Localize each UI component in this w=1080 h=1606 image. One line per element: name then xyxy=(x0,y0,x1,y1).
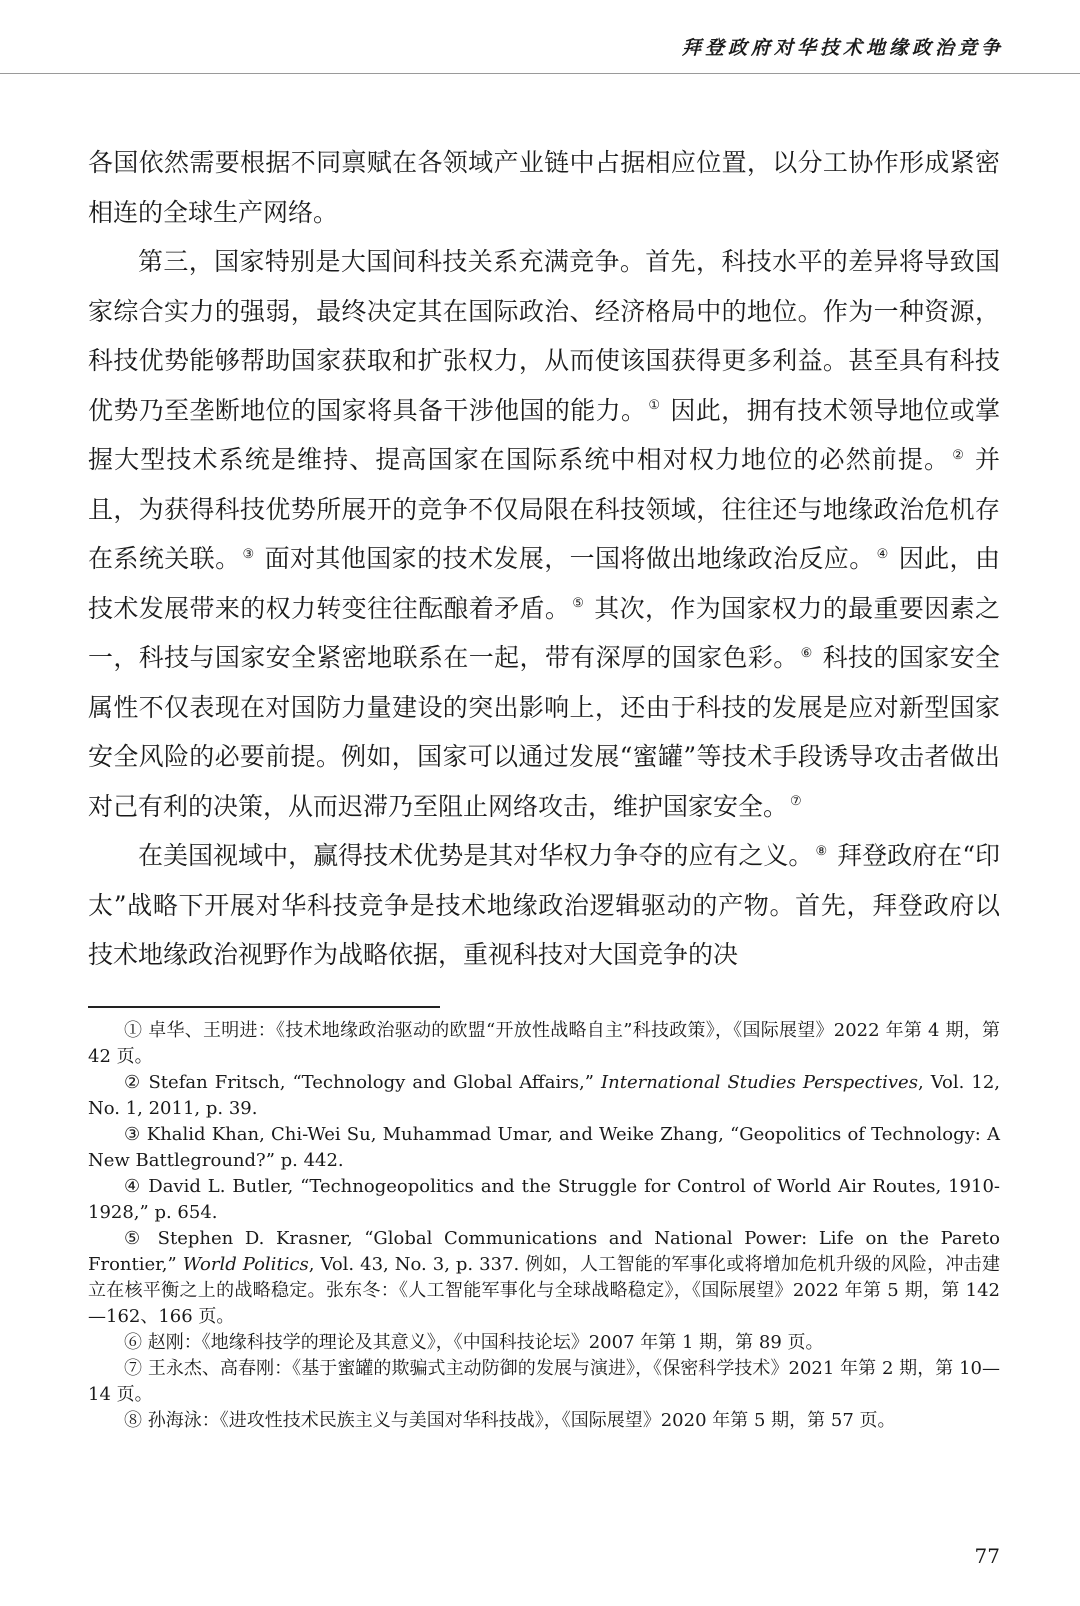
footnote-reference[interactable]: ⑥ xyxy=(800,645,813,661)
body-paragraph xyxy=(88,237,1000,831)
footnote-text: ④ David L. Butler, “Technogeopolitics and the Struggle for Control of World Air Routes, 1910-1928,” p. 654. xyxy=(88,1176,1000,1223)
footnote-reference[interactable]: ② xyxy=(952,447,965,463)
footnotes xyxy=(88,1018,1000,1434)
paragraph-text: 第三，国家特别是大国间科技关系充满竞争。首先，科技水平的差异将导致国家综合实力的强弱，最终决定其在国际政治、经济格局中的地位。作为一种资源，科技优势能够帮助国家获取和扩张权力，从而使该国获得更多利益。甚至具有科技优势乃至垄断地位的国家将具备干涉他国的能力。 xyxy=(88,247,1000,425)
paragraph-text: 各国依然需要根据不同禀赋在各领域产业链中占据相应位置，以分工协作形成紧密相连的全球生产网络。 xyxy=(88,148,1000,227)
paragraph-text: 其次，作为国家权力的最重要因素之一，科技与国家安全紧密地联系在一起，带有深厚的国家色彩。 xyxy=(88,593,1000,672)
paragraph-text: 并且，为获得科技优势所展开的竞争不仅局限在科技领域，往往还与地缘政治危机存在系统关联。 xyxy=(88,445,1001,573)
footnote-item xyxy=(88,1408,1000,1434)
footnote-reference[interactable]: ⑤ xyxy=(572,596,585,612)
footnote-text: ⑧ 孙海泳：《进攻性技术民族主义与美国对华科技战》，《国际展望》2020 年第 5 期，第 57 页。 xyxy=(124,1410,896,1431)
running-head: 拜登政府对华技术地缘政治竞争 xyxy=(681,37,1004,59)
footnote-reference[interactable]: ⑦ xyxy=(790,794,802,810)
paragraph-text: 因此，拥有技术领导地位或掌握大型技术系统是维持、提高国家在国际系统中相对权力地位的必然前提。 xyxy=(88,395,1000,474)
footnote-text: ② Stefan Fritsch, “Technology and Global Affairs,” xyxy=(124,1072,602,1093)
paragraph-text: 拜登政府在“印太”战略下开展对华科技竞争是技术地缘政治逻辑驱动的产物。首先，拜登政府以技术地缘政治视野作为战略依据，重视科技对大国竞争的决 xyxy=(88,841,1000,969)
paragraph-text: 因此，由技术发展带来的权力转变往往酝酿着矛盾。 xyxy=(88,544,1000,623)
footnote-text: , Vol. 43, No. 3, p. 337. 例如，人工智能的军事化或将增加危机升级的风险，冲击建立在核平衡之上的战略稳定。张东冬：《人工智能军事化与全球战略稳定》，《国际展望》2022 年第 5 期，第 142—162、166 页。 xyxy=(88,1254,1000,1327)
footnote-item xyxy=(88,1356,1000,1408)
footnote-item xyxy=(88,1018,1000,1070)
body-paragraph xyxy=(88,138,1000,237)
footnote-item xyxy=(88,1330,1000,1356)
paragraph-text: 面对其他国家的技术发展，一国将做出地缘政治反应。 xyxy=(264,544,875,573)
footnote-item xyxy=(88,1226,1000,1330)
footnote-text: ⑥ 赵刚：《地缘科技学的理论及其意义》，《中国科技论坛》2007 年第 1 期，第 89 页。 xyxy=(124,1332,824,1353)
footnote-item xyxy=(88,1122,1000,1174)
footnote-text: ① 卓华、王明进：《技术地缘政治驱动的欧盟“开放性战略自主”科技政策》，《国际展望》2022 年第 4 期，第 42 页。 xyxy=(88,1020,1000,1067)
footnote-item xyxy=(88,1070,1000,1122)
footnote-text: ⑤ Stephen D. Krasner, “Global Communications and National Power: Life on the Pareto Frontier,” xyxy=(88,1228,1000,1275)
footnote-item xyxy=(88,1174,1000,1226)
page-number: 77 xyxy=(974,1544,1000,1568)
body-text xyxy=(88,138,1000,980)
footnote-reference[interactable]: ③ xyxy=(242,546,255,562)
footnote-text: , Vol. 12, No. 1, 2011, p. 39. xyxy=(88,1072,1001,1119)
paragraph-text: 在美国视域中，赢得技术优势是其对华权力争夺的应有之义。 xyxy=(138,841,814,870)
footnote-separator xyxy=(88,1006,440,1008)
footnote-italic-title: World Politics xyxy=(182,1254,309,1275)
footnote-reference[interactable]: ④ xyxy=(876,546,889,562)
header-rule xyxy=(0,73,1080,74)
paragraph-text: 科技的国家安全属性不仅表现在对国防力量建设的突出影响上，还由于科技的发展是应对新型国家安全风险的必要前提。例如，国家可以通过发展“蜜罐”等技术手段诱导攻击者做出对己有利的决策，从而迟滞乃至阻止网络攻击，维护国家安全。 xyxy=(88,643,1000,821)
footnote-reference[interactable]: ⑧ xyxy=(815,843,828,859)
footnote-reference[interactable]: ① xyxy=(648,398,661,414)
footnote-text: ⑦ 王永杰、高春刚：《基于蜜罐的欺骗式主动防御的发展与演进》，《保密科学技术》2021 年第 2 期，第 10—14 页。 xyxy=(88,1358,1000,1405)
footnote-text: ③ Khalid Khan, Chi-Wei Su, Muhammad Umar, and Weike Zhang, “Geopolitics of Technology: A New Battleground?” p. 442. xyxy=(88,1124,1000,1171)
footnote-italic-title: International Studies Perspectives xyxy=(601,1072,918,1093)
body-paragraph xyxy=(88,831,1000,980)
